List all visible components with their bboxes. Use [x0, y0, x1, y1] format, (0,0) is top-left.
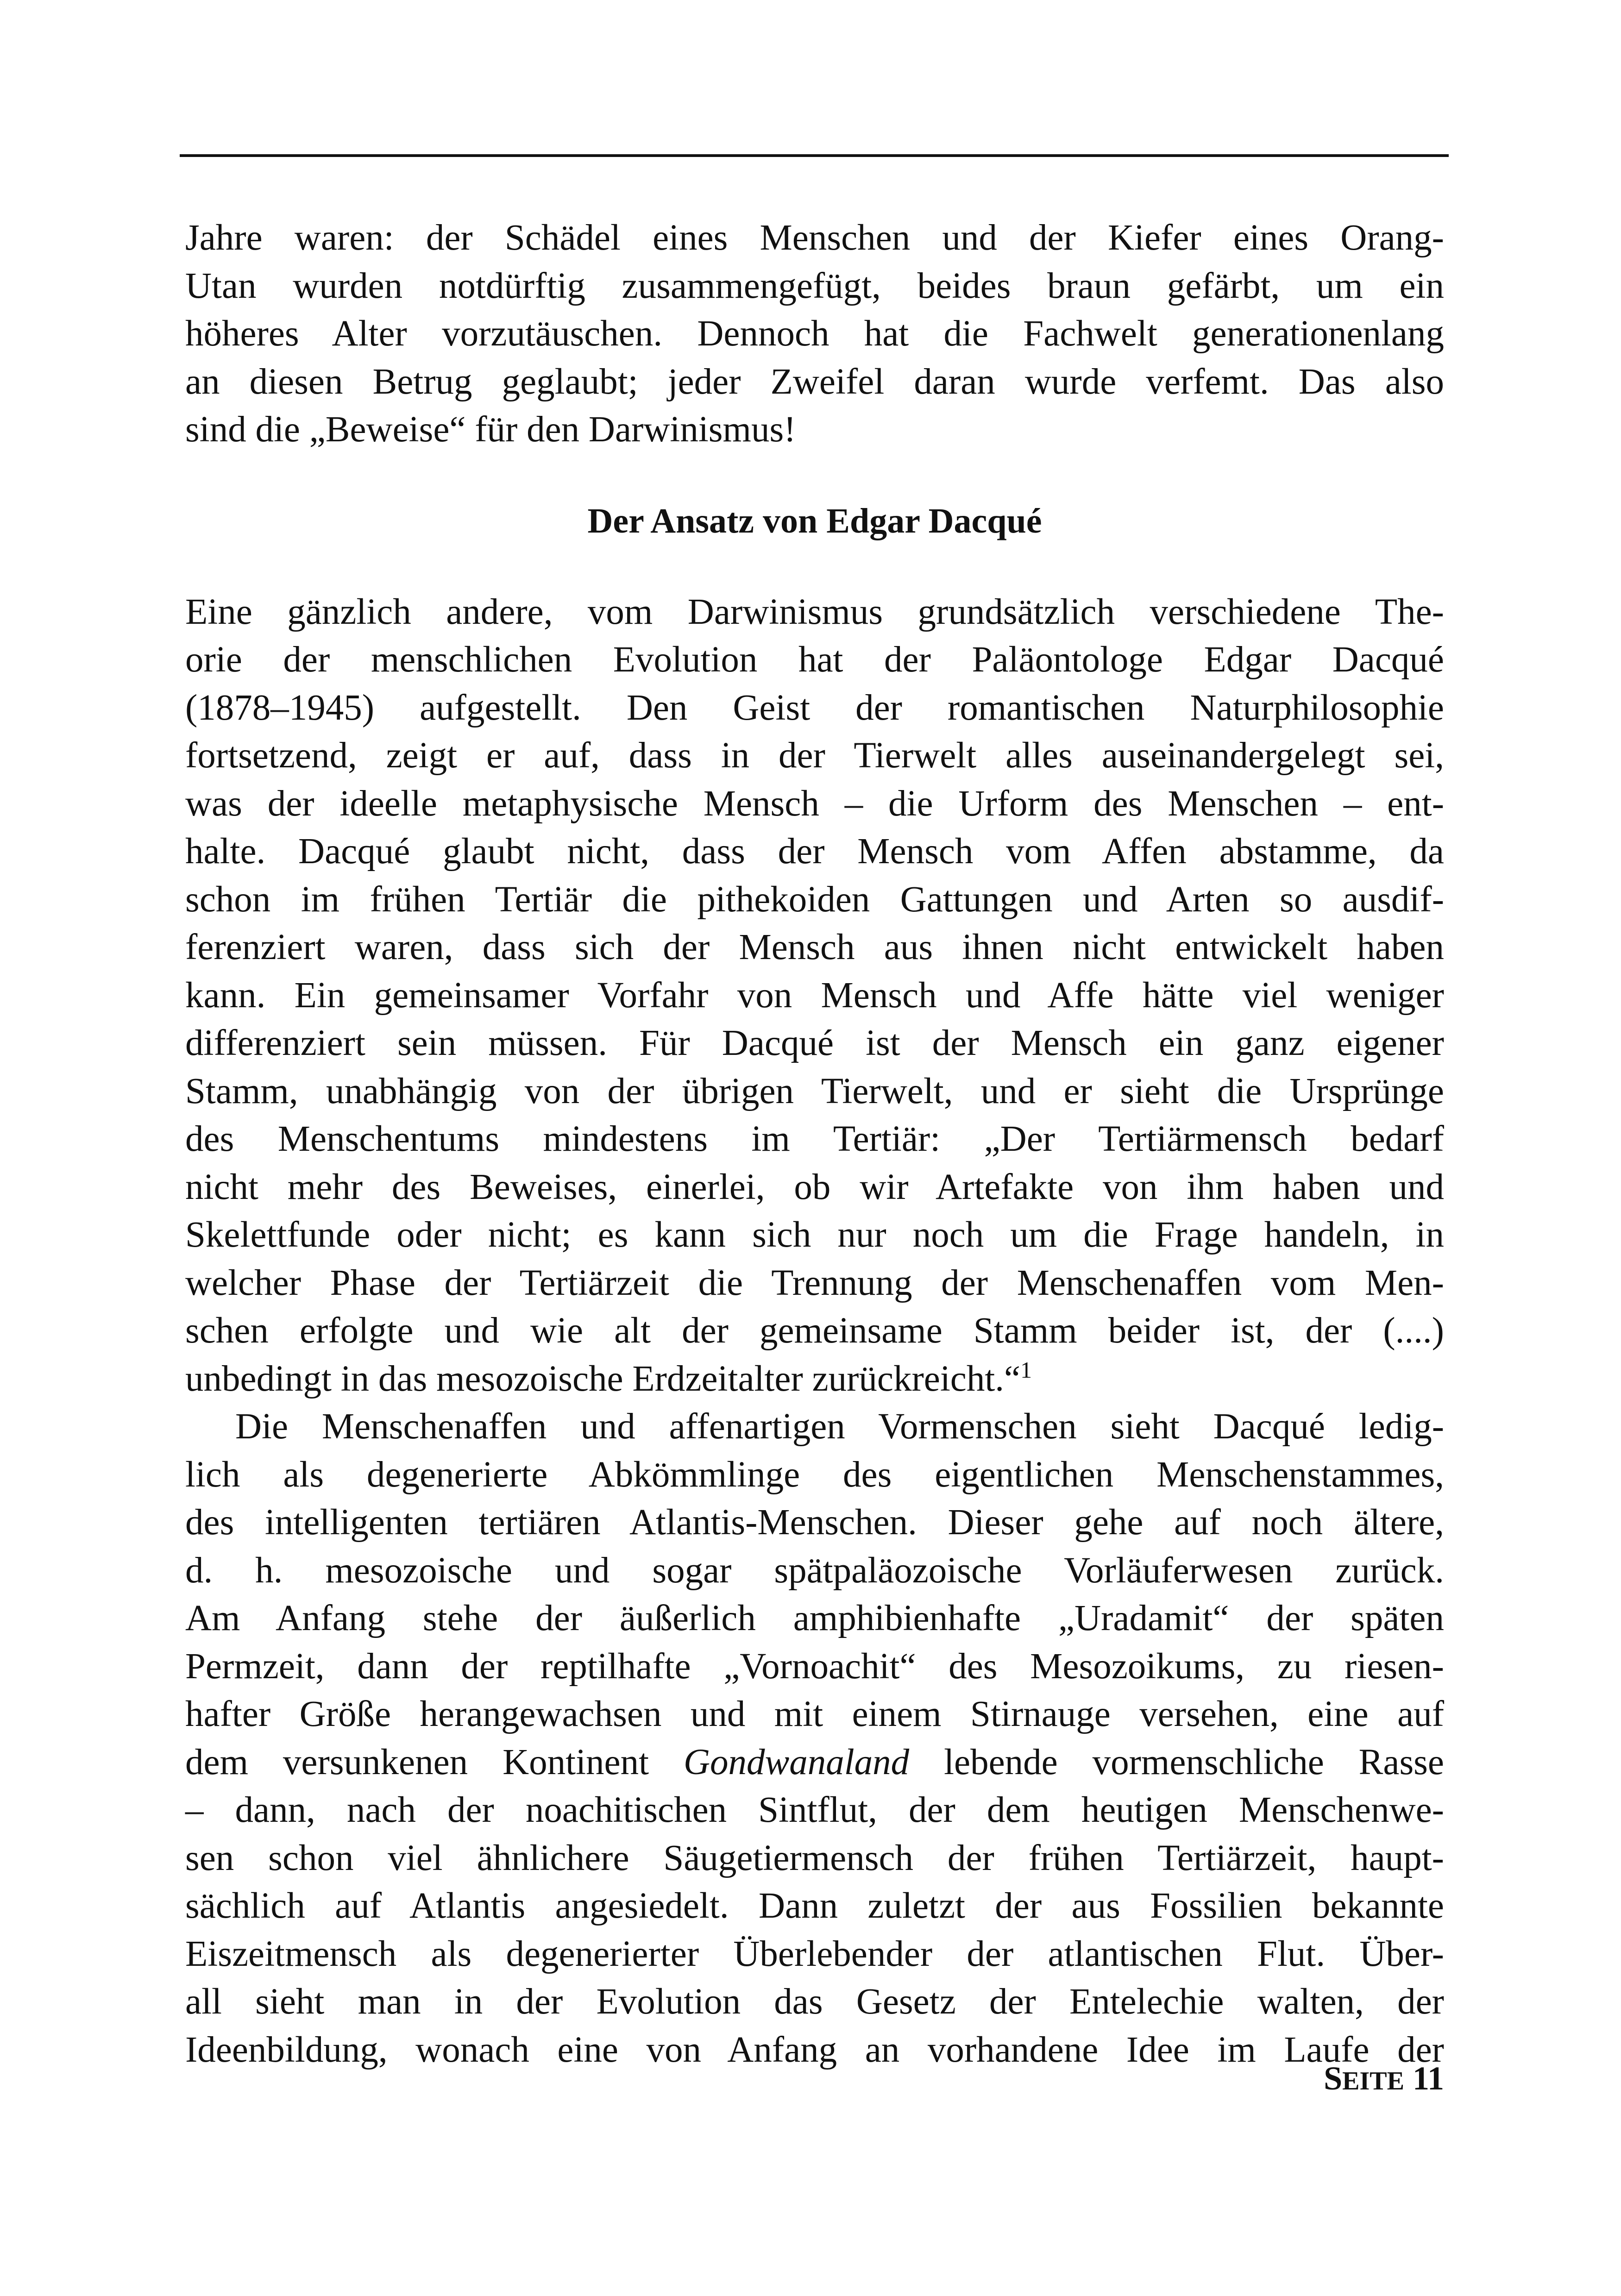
text-line: ferenziert waren, dass sich der Mensch aus ihnen nicht entwickelt haben [185, 927, 1444, 967]
text-line: Ideenbildung, wonach eine von Anfang an vorhandene Idee im Laufe der [185, 2029, 1444, 2070]
header-rule [180, 154, 1449, 157]
text-line: Utan wurden notdürftig zusammengefügt, beides braun gefärbt, um ein [185, 265, 1444, 306]
text-line: was der ideelle metaphysische Mensch – die Urform des Menschen – ent- [185, 783, 1444, 824]
text-line: (1878–1945) aufgestellt. Den Geist der romantischen Naturphilosophie [185, 687, 1444, 728]
text-line: differenziert sein müssen. Für Dacqué ist der Mensch ein ganz eigener [185, 1023, 1444, 1063]
text-line: sind die „Beweise“ für den Darwinismus! [185, 409, 796, 450]
text-line: lich als degenerierte Abkömmlinge des eigentlichen Menschenstammes, [185, 1454, 1444, 1495]
text-line: Am Anfang stehe der äußerlich amphibienhafte „Uradamit“ der späten [185, 1598, 1444, 1638]
text-line: sächlich auf Atlantis angesiedelt. Dann zuletzt der aus Fossilien bekannte [185, 1886, 1444, 1926]
text-line-content: unbedingt in das mesozoische Erdzeitalter zurückreicht.“ [185, 1358, 1021, 1399]
italic-term: Gondwanaland [683, 1742, 910, 1782]
page-number-footer [1324, 2055, 1444, 2104]
paragraph-dacque-theory [185, 588, 1444, 1403]
text-line: halte. Dacqué glaubt nicht, dass der Mensch vom Affen abstamme, da [185, 831, 1444, 872]
section-heading: Der Ansatz von Edgar Dacqué [587, 501, 1042, 540]
text-line: Stamm, unabhängig von der übrigen Tierwelt, und er sieht die Ursprünge [185, 1071, 1444, 1111]
text-line: nicht mehr des Beweises, einerlei, ob wir Artefakte von ihm haben und [185, 1167, 1444, 1207]
text-line: sen schon viel ähnlichere Säugetiermensch der frühen Tertiärzeit, haupt- [185, 1838, 1444, 1878]
text-line: kann. Ein gemeinsamer Vorfahr von Mensch und Affe hätte viel weniger [185, 975, 1444, 1016]
text-line: Die Menschenaffen und affenartigen Vormenschen sieht Dacqué ledig- [235, 1406, 1444, 1447]
text-line: hafter Größe herangewachsen und mit einem Stirnauge versehen, eine auf [185, 1694, 1444, 1734]
text-line: fortsetzend, zeigt er auf, dass in der Tierwelt alles auseinandergelegt sei, [185, 735, 1444, 776]
text-line [185, 1355, 1444, 1403]
text-line: höheres Alter vorzutäuschen. Dennoch hat die Fachwelt generationenlang [185, 314, 1444, 354]
page-number: 11 [1412, 2060, 1444, 2097]
page-body [185, 214, 1444, 2074]
text-line: Jahre waren: der Schädel eines Menschen und der Kiefer eines Orang- [185, 218, 1444, 258]
text-line: an diesen Betrug geglaubt; jeder Zweifel daran wurde verfemt. Das also [185, 361, 1444, 402]
text-line: des Menschentums mindestens im Tertiär: „Der Tertiärmensch bedarf [185, 1119, 1444, 1159]
text-line: Eine gänzlich andere, vom Darwinismus grundsätzlich verschiedene The- [185, 591, 1444, 632]
footnote-marker: 1 [1020, 1356, 1032, 1383]
page-label-initial: S [1324, 2060, 1343, 2097]
text-line: Skelettfunde oder nicht; es kann sich nur noch um die Frage handeln, in [185, 1215, 1444, 1255]
text-line: all sieht man in der Evolution das Gesetz der Entelechie walten, der [185, 1982, 1444, 2022]
text-line: welcher Phase der Tertiärzeit die Trennung der Menschenaffen vom Men- [185, 1262, 1444, 1303]
text-segment: lebende vormenschliche Rasse [909, 1742, 1444, 1782]
paragraph-menschenaffen [185, 1403, 1444, 2074]
text-line: schon im frühen Tertiär die pithekoiden Gattungen und Arten so ausdif- [185, 879, 1444, 920]
text-line: des intelligenten tertiären Atlantis-Menschen. Dieser gehe auf noch ältere, [185, 1502, 1444, 1543]
text-line [185, 1738, 1444, 1787]
text-line: Eiszeitmensch als degenerierter Überlebender der atlantischen Flut. Über- [185, 1933, 1444, 1974]
text-line: orie der menschlichen Evolution hat der Paläontologe Edgar Dacqué [185, 640, 1444, 680]
text-line: schen erfolgte und wie alt der gemeinsame Stamm beider ist, der (....) [185, 1311, 1444, 1351]
text-segment: dem versunkenen Kontinent [185, 1742, 684, 1782]
text-line: Permzeit, dann der reptilhafte „Vornoachit“ des Mesozoikums, zu riesen- [185, 1646, 1444, 1687]
text-line: – dann, nach der noachitischen Sintflut, der dem heutigen Menschenwe- [185, 1790, 1444, 1830]
paragraph-continuation [185, 214, 1444, 454]
page-label-rest: EITE [1342, 2067, 1404, 2095]
text-line: d. h. mesozoische und sogar spätpaläozoische Vorläuferwesen zurück. [185, 1550, 1444, 1591]
